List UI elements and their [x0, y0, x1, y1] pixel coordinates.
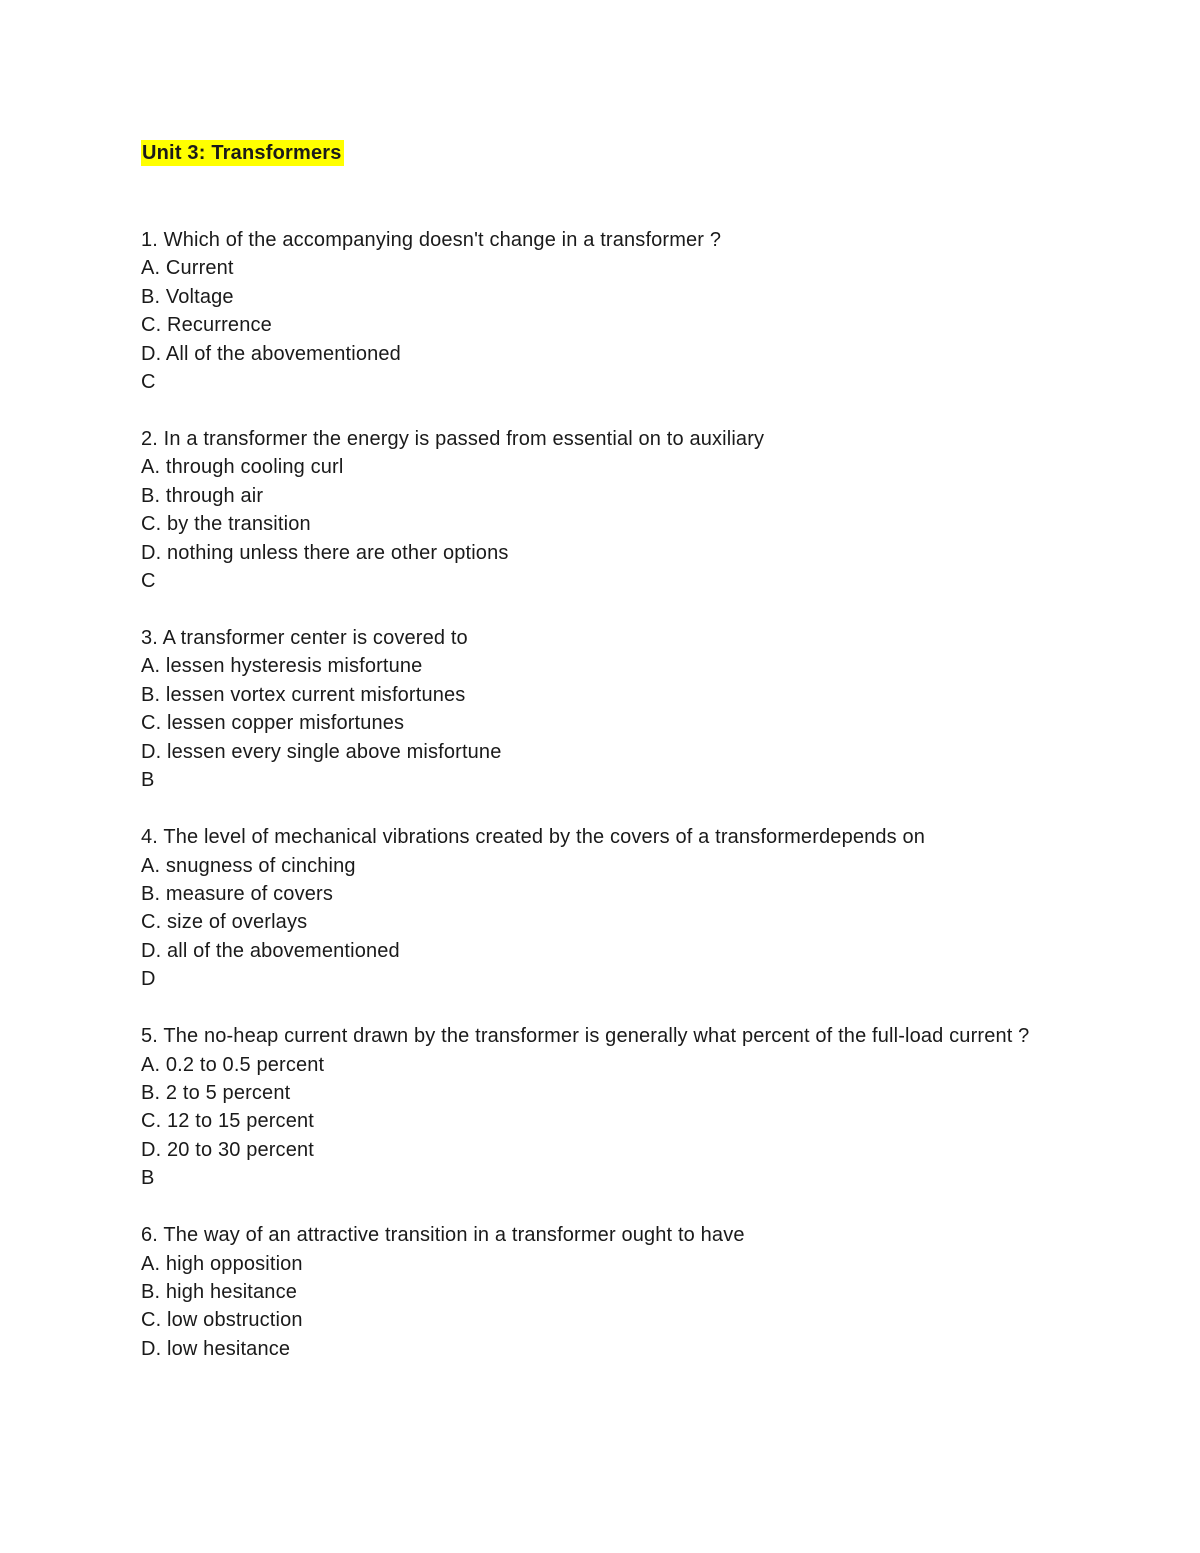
option-b: B. Voltage [141, 285, 234, 308]
question-stem: 1. Which of the accompanying doesn't change in a transformer ? [141, 229, 722, 251]
option-a: A. through cooling curl [141, 456, 344, 479]
question-stem: 2. In a transformer the energy is passed from essential on to auxiliary [141, 428, 765, 451]
option-c: C. Recurrence [141, 314, 272, 337]
option-d: D. all of the abovementioned [141, 939, 400, 962]
answer: D [141, 968, 156, 991]
option-d: D. low hesitance [141, 1337, 291, 1360]
question-stem: 4. The level of mechanical vibrations created by the covers of a transformerdepends on [141, 826, 926, 849]
question-2 [141, 425, 1041, 595]
option-d: D. nothing unless there are other options [141, 541, 509, 564]
option-a: A. Current [141, 257, 234, 280]
option-a: A. snugness of cinching [141, 854, 356, 877]
question-stem: 6. The way of an attractive transition in a transformer ought to have [141, 1224, 745, 1247]
option-d: D. 20 to 30 percent [141, 1138, 314, 1161]
option-b: B. through air [141, 484, 264, 507]
option-c: C. lessen copper misfortunes [141, 712, 405, 735]
option-b: B. 2 to 5 percent [141, 1081, 291, 1104]
option-c: C. size of overlays [141, 911, 308, 934]
option-a: A. 0.2 to 0.5 percent [141, 1053, 325, 1076]
question-list [141, 226, 1041, 1363]
question-stem: 3. A transformer center is covered to [141, 627, 468, 650]
question-3 [141, 624, 1041, 794]
option-b: B. high hesitance [141, 1280, 297, 1303]
option-d: D. lessen every single above misfortune [141, 740, 502, 763]
option-b: B. measure of covers [141, 882, 333, 905]
option-b: B. lessen vortex current misfortunes [141, 683, 466, 706]
option-a: A. high opposition [141, 1252, 303, 1275]
option-c: C. by the transition [141, 513, 311, 536]
option-c: C. 12 to 15 percent [141, 1110, 314, 1133]
answer: B [141, 1167, 155, 1190]
answer: B [141, 769, 155, 792]
question-6 [141, 1221, 1041, 1363]
question-1 [141, 226, 1041, 396]
answer: C [141, 371, 156, 394]
question-stem: 5. The no-heap current drawn by the transformer is generally what percent of the full-load current ? [141, 1025, 1030, 1048]
option-a: A. lessen hysteresis misfortune [141, 655, 423, 678]
unit-title: Unit 3: Transformers [142, 142, 342, 164]
option-d: D. All of the abovementioned [141, 342, 401, 365]
question-4 [141, 823, 1041, 993]
document-page [141, 140, 1041, 1392]
question-5 [141, 1022, 1041, 1192]
answer: C [141, 570, 156, 593]
option-c: C. low obstruction [141, 1309, 303, 1332]
